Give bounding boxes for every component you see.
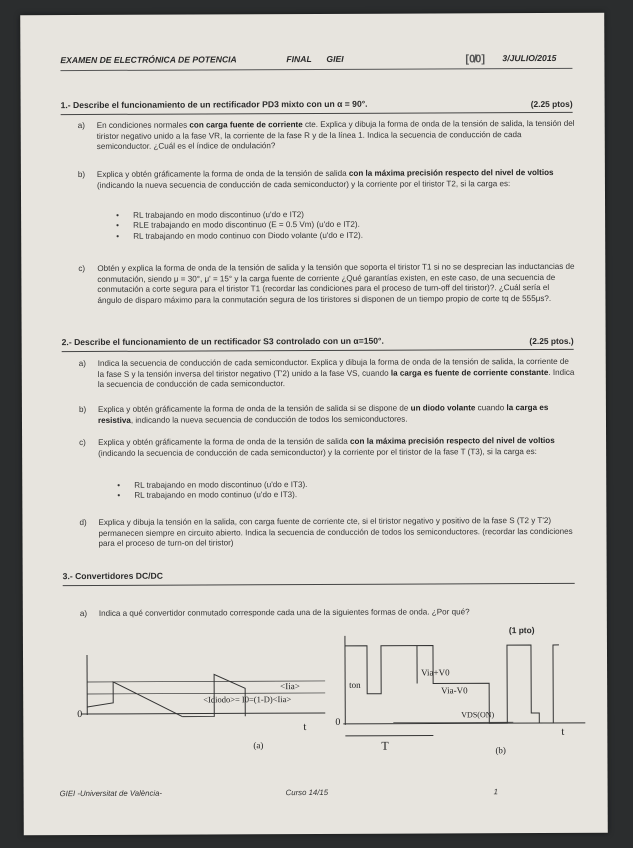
exam-date: 3/JULIO/2015 (502, 52, 557, 64)
fig-a-equation: <Idiodo>= I0=(1-D)<Iia> (203, 694, 292, 705)
footer-page-number: 1 (493, 787, 498, 797)
q1-a: a) En condiciones normales con carga fuente de corriente cte. Explica y dibuja la forma de onda de la tensión de salida, la tensión del tiristor negativo unido a la fase VR, la corriente de la fase R y de la línea 1. Indica la secuencia de conducción de cada semiconductor. ¿Cuál es el índice de ondulación? (77, 118, 575, 152)
q3-heading (63, 569, 575, 586)
list-item: • RL trabajando en modo continuo con Diodo volante (u'do e IT2). (133, 230, 563, 242)
figure-a (75, 644, 335, 751)
exam-giei: GIEI (326, 53, 344, 64)
q2-b: b) Explica y obtén gráficamente la forma de onda de la tensión de salida si se dispone de un diodo volante cuando la carga es resistiva, indicando la nueva secuencia de conducción de todos los semiconductores. (78, 402, 549, 425)
fig-b-mid-label: Via-V0 (441, 685, 468, 696)
footer-institution: GIEI -Universitat de València- (59, 788, 163, 799)
q3-title: 3.- Convertidores DC/DC (62, 570, 163, 582)
fig-b-zero: 0 (335, 716, 341, 728)
list-item: • RL trabajando en modo continuo (u'do e IT3). (134, 489, 564, 501)
exam-final: FINAL (286, 54, 312, 65)
q2-title: 2.- Describe el funcionamiento de un rectificador S3 controlado con un α=150°. (61, 335, 384, 348)
fig-b-caption: (b) (495, 745, 506, 756)
exam-title: EXAMEN DE ELECTRÓNICA DE POTENCIA (60, 54, 237, 66)
fig-b-ton: ton (349, 679, 361, 690)
figure-b (313, 625, 594, 756)
fig-b-top-label: Via+V0 (421, 667, 450, 678)
fig-b-period: T (381, 738, 389, 753)
fig-b-t: t (561, 725, 565, 738)
q3-a: a) Indica a qué convertidor conmutado corresponde cada una de la siguientes formas de onda. ¿Por qué? (79, 607, 470, 619)
list-item: • RLE trabajando en modo discontinuo (E = 0.5 Vm) (u'do e IT2). (133, 219, 563, 231)
list-item: • RL trabajando en modo discontinuo (u'do e IT3). (134, 479, 564, 491)
list-item: • RL trabajando en modo discontinuo (u'do e IT2) (133, 209, 563, 221)
fig-a-zero: 0 (77, 709, 83, 721)
fig-b-vds: VDS(ON) (461, 710, 495, 720)
q1-points: (2.25 ptos) (530, 98, 573, 110)
q2-heading (62, 335, 574, 352)
q1-c: c) Obtén y explica la forma de onda de la tensión de salida y la tensión que soporta el tiristor T1 si no se desprecian las inductancias de conmutación, siendo μ = 30°, μ' = 15° y la carga fuente de corriente ¿Qué garantías existen, en este caso, de una secuencia de conmutación a corte segura para el tiristor T1 (recordar las condiciones para el proceso de turn-off del tiristor)?. ¿Cuál sería el ángulo de disparo máximo para la conmutación segura de los tiristores si disponen de un tiempo propio de corte tq de 555μs?. (78, 261, 575, 305)
q1-b: b) Explica y obtén gráficamente la forma de onda de la tensión de salida con la máxima precisión respecto del nivel de voltios (indicando la nueva secuencia de conducción de cada semiconductor) y la corriente por el tiristor T2, si la carga es: (77, 167, 554, 190)
logo-stamp: [0̸0] (465, 53, 485, 66)
fig-a-ia-label: <Iia> (280, 681, 300, 692)
q2-c: c) Explica y obtén gráficamente la forma de onda de la tensión de salida con la máxima precisión respecto del nivel de voltios (indicando la secuencia de conducción de cada semiconductor) y la corriente por el tiristor de la fase T (T3), si la carga es: (79, 435, 555, 458)
q1-b-list (133, 209, 563, 242)
q3-points: (1 pto) (508, 625, 535, 636)
exam-page (20, 13, 608, 836)
q2-c-list (134, 479, 564, 502)
q1-heading (61, 98, 573, 115)
exam-header (60, 53, 572, 71)
q2-a: a) Indica la secuencia de conducción de cada semiconductor. Explica y dibuja la forma de onda de la tensión de salida, la corriente de la fase S y la tensión inversa del tiristor negativo (T'2) unido a la fase VS, cuando la carga es fuente de corriente constante. Indica la secuencia de conducción de cada semiconductor. (78, 356, 575, 390)
q1-title: 1.- Describe el funcionamiento de un rectificador PD3 mixto con un α = 90°. (60, 98, 368, 111)
fig-a-caption: (a) (253, 740, 264, 751)
fig-a-t: t (303, 721, 307, 734)
footer-course: Curso 14/15 (285, 787, 329, 798)
q2-d: d) Explica y dibuja la tensión en la salida, con carga fuente de corriente cte, si el tiristor negativo y positivo de la fase S (T2 y T'2) permanecen siempre en circuito abierto. Indica la secuencia de conducción de todos los semiconductores. (recordar las condiciones para el proceso de turn-on del tiristor) (79, 515, 573, 549)
q2-points: (2.25 ptos.) (529, 335, 574, 347)
